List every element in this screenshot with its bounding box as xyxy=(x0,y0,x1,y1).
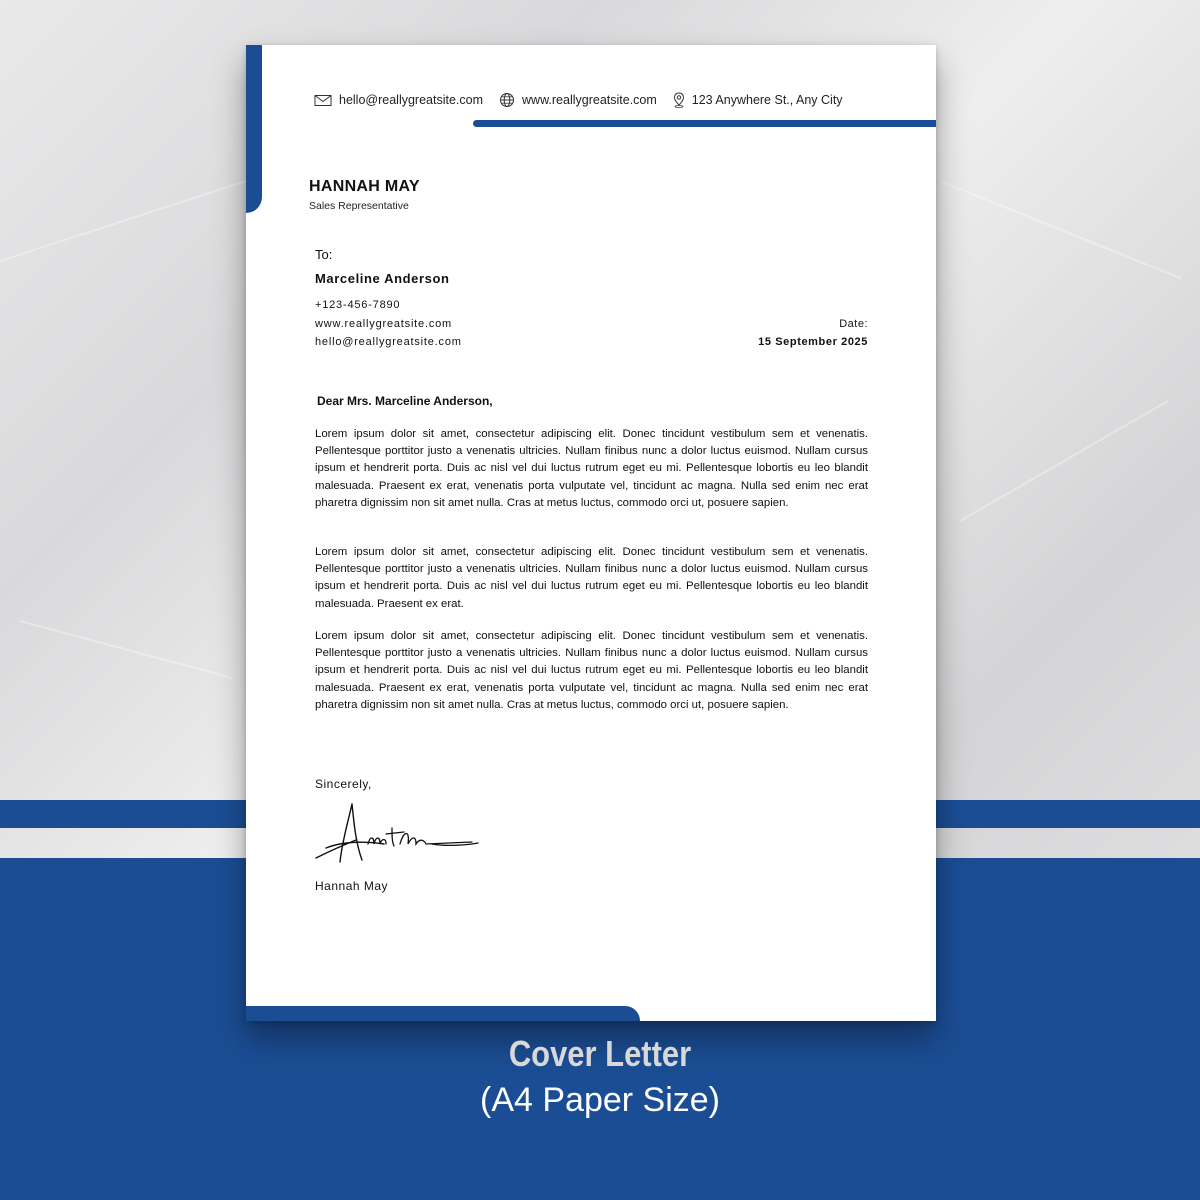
marble-vein xyxy=(0,180,248,262)
recipient-name: Marceline Anderson xyxy=(315,271,450,286)
header-email-text: hello@reallygreatsite.com xyxy=(339,93,484,107)
header-website xyxy=(499,92,657,108)
envelope-icon xyxy=(314,94,332,107)
location-pin-icon xyxy=(673,92,685,108)
recipient-phone: +123-456-7890 xyxy=(315,299,401,311)
date-value: 15 September 2025 xyxy=(758,336,868,348)
caption-title: Cover Letter xyxy=(508,1033,692,1074)
header-contact-row xyxy=(314,92,859,108)
closing: Sincerely, xyxy=(315,777,372,791)
letter-page xyxy=(246,45,936,1021)
globe-icon xyxy=(499,92,515,108)
header-accent-rule xyxy=(473,120,936,127)
signer-name: Hannah May xyxy=(315,879,389,893)
date-label: Date: xyxy=(839,318,868,330)
left-accent-strip xyxy=(246,45,262,213)
signature-image xyxy=(312,800,482,870)
marble-vein xyxy=(940,180,1182,279)
sender-role: Sales Representative xyxy=(309,200,409,212)
salutation: Dear Mrs. Marceline Anderson, xyxy=(317,394,493,408)
body-paragraph-3: Lorem ipsum dolor sit amet, consectetur adipiscing elit. Donec tincidunt vestibulum sem et venenatis. Pellentesque porttitor justo a venenatis ultricies. Nullam finibus nunc a dolor luctus euismod. Nullam cursus ipsum et hendrerit porta. Duis ac nisl vel dui luctus rutrum eget eu mi. Pellentesque lobortis eu leo blandit malesuada. Praesent ex erat, venenatis porta vulputate vel, tincidunt ac magna. Nulla sed enim nec erat pharetra dignissim non sit amet nulla. Cras at metus luctus, commodo orci ut, posuere sapien. xyxy=(315,630,868,711)
header-website-text: www.reallygreatsite.com xyxy=(522,93,657,107)
header-address-text: 123 Anywhere St., Any City xyxy=(691,93,843,107)
recipient-email: hello@reallygreatsite.com xyxy=(315,336,462,348)
footer-accent-strip xyxy=(246,1006,640,1021)
to-label: To: xyxy=(315,247,333,262)
header-address xyxy=(673,92,843,108)
header-email xyxy=(314,93,483,107)
sender-name: HANNAH MAY xyxy=(309,178,420,195)
marble-vein xyxy=(960,400,1169,522)
recipient-website: www.reallygreatsite.com xyxy=(315,318,452,330)
caption-subtitle: (A4 Paper Size) xyxy=(480,1081,720,1119)
body-paragraph-2: Lorem ipsum dolor sit amet, consectetur adipiscing elit. Donec tincidunt vestibulum sem et venenatis. Pellentesque porttitor justo a venenatis ultricies. Nullam finibus nunc a dolor luctus euismod. Nullam cursus ipsum et hendrerit porta. Duis ac nisl vel dui luctus rutrum eget eu mi. Pellentesque lobortis eu leo blandit malesuada. Praesent ex erat. xyxy=(315,546,868,610)
body-paragraph-1: Lorem ipsum dolor sit amet, consectetur adipiscing elit. Donec tincidunt vestibulum sem et venenatis. Pellentesque porttitor justo a venenatis ultricies. Nullam finibus nunc a dolor luctus euismod. Nullam cursus ipsum et hendrerit porta. Duis ac nisl vel dui luctus rutrum eget eu mi. Pellentesque lobortis eu leo blandit malesuada. Praesent ex erat, venenatis porta vulputate vel, tincidunt ac magna. Nulla sed enim nec erat pharetra dignissim non sit amet nulla. Cras at metus luctus, commodo orci ut, posuere sapien. xyxy=(315,428,868,509)
marble-vein xyxy=(20,620,233,679)
